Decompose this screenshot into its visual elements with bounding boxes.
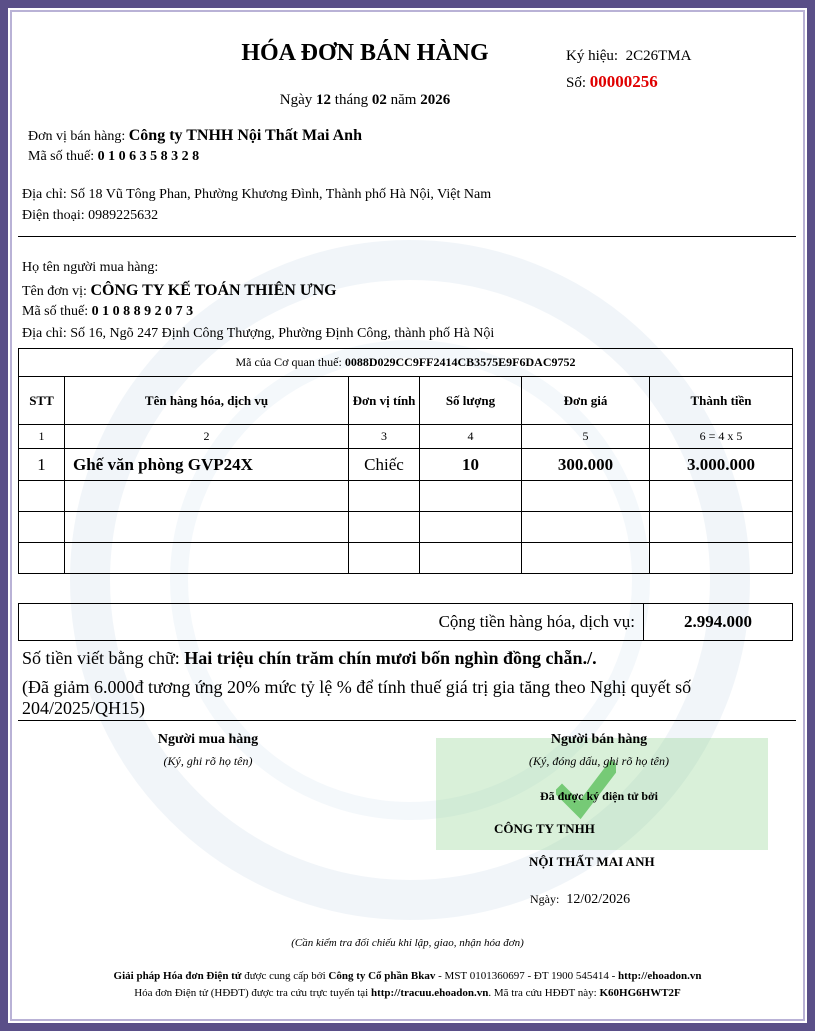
table-row bbox=[19, 449, 793, 481]
invoice-date: Ngày 12 tháng 02 năm 2026 bbox=[279, 92, 451, 108]
divider bbox=[18, 236, 796, 237]
check-note: (Cần kiểm tra đối chiếu khi lập, giao, nhận hóa đơn) bbox=[291, 937, 524, 949]
divider bbox=[18, 720, 796, 721]
signed-company-line1: CÔNG TY TNHH bbox=[494, 821, 595, 836]
index-cell: 6 = 4 x 5 bbox=[650, 425, 793, 449]
ehoadon-link[interactable]: http://ehoadon.vn bbox=[618, 970, 702, 982]
row-unit: Chiếc bbox=[349, 449, 420, 481]
index-cell: 1 bbox=[19, 425, 65, 449]
table-row-empty bbox=[19, 512, 793, 543]
tracuu-link[interactable]: http://tracuu.ehoadon.vn bbox=[370, 987, 489, 999]
buyer-unit: Tên đơn vị: CÔNG TY KẾ TOÁN THIÊN ƯNG bbox=[22, 282, 337, 299]
index-cell: 5 bbox=[522, 425, 650, 449]
col-header-unit: Đơn vị tính bbox=[349, 377, 420, 425]
seller-tax: Mã số thuế: 0 1 0 6 3 5 8 3 2 8 bbox=[28, 149, 200, 164]
footer-line2: Hóa đơn Điện tử (HĐĐT) được tra cứu trực tuyến tại http://tracuu.ehoadon.vn. Mã tra cứu HĐĐT này: K60HG6HWT2F bbox=[134, 987, 681, 999]
discount-note: (Đã giảm 6.000đ tương ứng 20% mức tỷ lệ % để tính thuế giá trị gia tăng theo Nghị quyết số 204/2025/QH15) bbox=[22, 677, 692, 718]
buyer-address: Địa chỉ: Số 16, Ngõ 247 Định Công Thượng, Phường Định Công, thành phố Hà Nội bbox=[22, 326, 495, 341]
index-cell: 4 bbox=[420, 425, 522, 449]
signed-by: Đã được ký điện tử bởi bbox=[539, 789, 659, 803]
col-header-stt: STT bbox=[19, 377, 65, 425]
seller-sign-hint: (Ký, đóng dấu, ghi rõ họ tên) bbox=[529, 754, 669, 768]
buyer-sign-hint: (Ký, ghi rõ họ tên) bbox=[163, 754, 253, 768]
seller-unit: Đơn vị bán hàng: Công ty TNHH Nội Thất Mai Anh bbox=[28, 127, 362, 144]
table-row-empty bbox=[19, 481, 793, 512]
buyer-tax: Mã số thuế: 0 1 0 8 8 9 2 0 7 3 bbox=[22, 304, 194, 319]
col-header-name: Tên hàng hóa, dịch vụ bbox=[65, 377, 349, 425]
col-header-qty: Số lượng bbox=[420, 377, 522, 425]
signed-company-line2: NỘI THẤT MAI ANH bbox=[529, 854, 655, 869]
row-name: Ghế văn phòng GVP24X bbox=[65, 449, 349, 481]
col-header-price: Đơn giá bbox=[522, 377, 650, 425]
total-row bbox=[18, 603, 793, 641]
items-table bbox=[18, 348, 793, 574]
buyer-name: Họ tên người mua hàng: bbox=[22, 260, 159, 275]
row-amount: 3.000.000 bbox=[650, 449, 793, 481]
invoice-number: Số: 00000256 bbox=[566, 72, 658, 91]
amount-in-words: Số tiền viết bằng chữ: Hai triệu chín trăm chín mươi bốn nghìn đồng chẵn./. bbox=[22, 648, 597, 668]
invoice-title: HÓA ĐƠN BÁN HÀNG bbox=[241, 40, 489, 66]
seller-address: Địa chỉ: Số 18 Vũ Tông Phan, Phường Khương Đình, Thành phố Hà Nội, Việt Nam bbox=[22, 187, 492, 202]
seller-sign-title: Người bán hàng bbox=[550, 732, 648, 747]
table-row-empty bbox=[19, 543, 793, 574]
total-label: Cộng tiền hàng hóa, dịch vụ: bbox=[19, 604, 644, 640]
buyer-sign-title: Người mua hàng bbox=[157, 732, 259, 747]
row-stt: 1 bbox=[19, 449, 65, 481]
authority-code: Mã của Cơ quan thuế: 0088D029CC9FF2414CB3575E9F6DAC9752 bbox=[19, 349, 793, 377]
signed-date: Ngày: 12/02/2026 bbox=[530, 892, 631, 907]
footer-line1: Giải pháp Hóa đơn Điện tử được cung cấp bởi Công ty Cổ phần Bkav - MST 0101360697 - ĐT 1900 545414 - http://ehoadon.vn bbox=[113, 970, 702, 982]
col-header-amount: Thành tiền bbox=[650, 377, 793, 425]
index-cell: 3 bbox=[349, 425, 420, 449]
total-amount: 2.994.000 bbox=[684, 612, 752, 631]
index-cell: 2 bbox=[65, 425, 349, 449]
row-price: 300.000 bbox=[522, 449, 650, 481]
seller-phone: Điện thoại: 0989225632 bbox=[22, 208, 159, 223]
invoice-symbol: Ký hiệu: 2C26TMA bbox=[566, 48, 692, 64]
row-qty: 10 bbox=[420, 449, 522, 481]
